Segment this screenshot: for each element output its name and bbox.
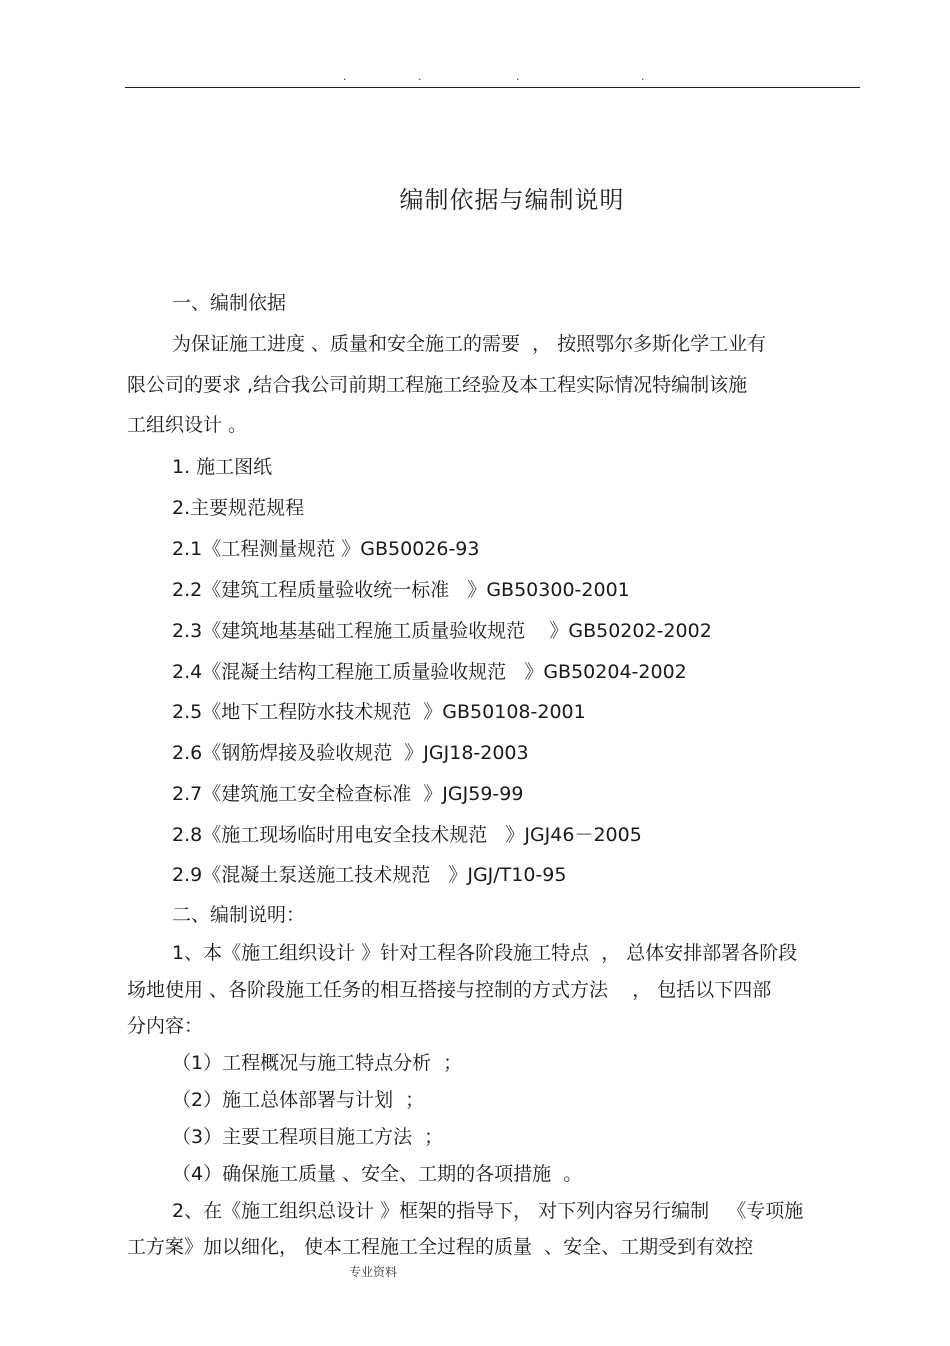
header-dots (0, 70, 950, 84)
spec-item: 2.8《施工现场临时用电安全技术规范 》JGJ46－2005 (172, 824, 642, 846)
spec-item: 2.3《建筑地基基础工程施工质量验收规范 》GB50202-2002 (172, 620, 712, 642)
paragraph-line: 工方案》加以细化， 使本工程施工全过程的质量 、安全、工期受到有效控 (127, 1236, 754, 1258)
footer-label: 专业资料 (349, 1265, 398, 1279)
content-item: （1）工程概况与施工特点分析 ； (172, 1052, 463, 1074)
section-heading-explain: 二、编制说明： (172, 904, 306, 926)
paragraph-line: 1、本《施工组织设计 》针对工程各阶段施工特点 ， 总体安排部署各阶段 (172, 942, 798, 964)
paragraph-line: 2、在《施工组织总设计 》框架的指导下， 对下列内容另行编制 《专项施 (172, 1200, 804, 1222)
content-item: （2）施工总体部署与计划 ； (172, 1089, 425, 1111)
spec-item: 2.9《混凝土泵送施工技术规范 》JGJ/T10-95 (172, 864, 567, 886)
spec-item: 2.1《工程测量规范 》GB50026-93 (172, 538, 480, 560)
content-item: （4）确保施工质量 、安全、工期的各项措施 。 (172, 1163, 583, 1185)
header-dot: . (343, 70, 347, 83)
list-item: 2.主要规范规程 (172, 497, 305, 519)
spec-item: 2.2《建筑工程质量验收统一标准 》GB50300-2001 (172, 579, 630, 601)
header-rule (125, 87, 860, 88)
paragraph-line: 分内容： (127, 1015, 204, 1037)
document-title: 编制依据与编制说明 (399, 186, 625, 214)
content-item: （3）主要工程项目施工方法 ； (172, 1126, 444, 1148)
header-dot: . (641, 70, 645, 83)
paragraph-line: 工组织设计 。 (127, 414, 248, 436)
paragraph-line: 场地使用 、各阶段施工任务的相互搭接与控制的方式方法 ， 包括以下四部 (127, 979, 772, 1001)
spec-item: 2.4《混凝土结构工程施工质量验收规范 》GB50204-2002 (172, 661, 687, 683)
list-item: 1. 施工图纸 (172, 456, 273, 478)
spec-item: 2.6《钢筋焊接及验收规范 》JGJ18-2003 (172, 742, 529, 764)
section-heading-basis: 一、编制依据 (172, 292, 287, 314)
spec-item: 2.7《建筑施工安全检查标准 》JGJ59-99 (172, 783, 524, 805)
paragraph-line: 限公司的要求 ,结合我公司前期工程施工经验及本工程实际情况特编制该施 (127, 374, 748, 396)
spec-item: 2.5《地下工程防水技术规范 》GB50108-2001 (172, 701, 586, 723)
header-dot: . (418, 70, 422, 83)
header-dot: . (516, 70, 520, 83)
paragraph-line: 为保证施工进度 、质量和安全施工的需要 ， 按照鄂尔多斯化学工业有 (172, 333, 767, 355)
